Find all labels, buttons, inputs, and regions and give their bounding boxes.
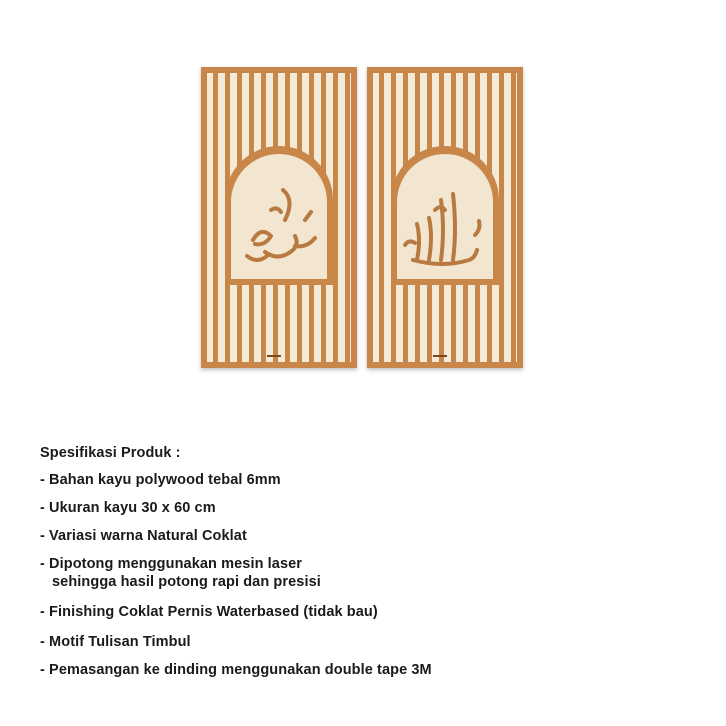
spec-item-finishing (40, 603, 680, 621)
spec-item-text: - Ukuran kayu 30 x 60 cm (40, 500, 216, 516)
spec-item-size (40, 499, 680, 517)
spec-item-text: - Motif Tulisan Timbul (40, 634, 191, 650)
spec-item-cutting (40, 555, 680, 591)
spec-item-material (40, 471, 680, 489)
calligraphy-panels-illustration (195, 60, 535, 380)
spec-item-text: - Bahan kayu polywood tebal 6mm (40, 472, 281, 488)
right-panel (370, 70, 520, 365)
spec-item-color-variant (40, 527, 680, 545)
left-panel (204, 70, 354, 365)
specifications-title: Spesifikasi Produk : (40, 445, 181, 461)
spec-item-text: - Finishing Coklat Pernis Waterbased (tidak bau) (40, 604, 378, 620)
specifications-list (40, 471, 680, 679)
spec-item-text: - Pemasangan ke dinding menggunakan double tape 3M (40, 662, 432, 678)
product-image (195, 60, 535, 380)
spec-item-text-continued: sehingga hasil potong rapi dan presisi (52, 574, 321, 590)
spec-item-text: - Dipotong menggunakan mesin laser (40, 556, 303, 572)
spec-item-motif (40, 633, 680, 651)
product-specifications (40, 445, 680, 689)
spec-item-text: - Variasi warna Natural Coklat (40, 528, 247, 544)
spec-item-installation (40, 661, 680, 679)
